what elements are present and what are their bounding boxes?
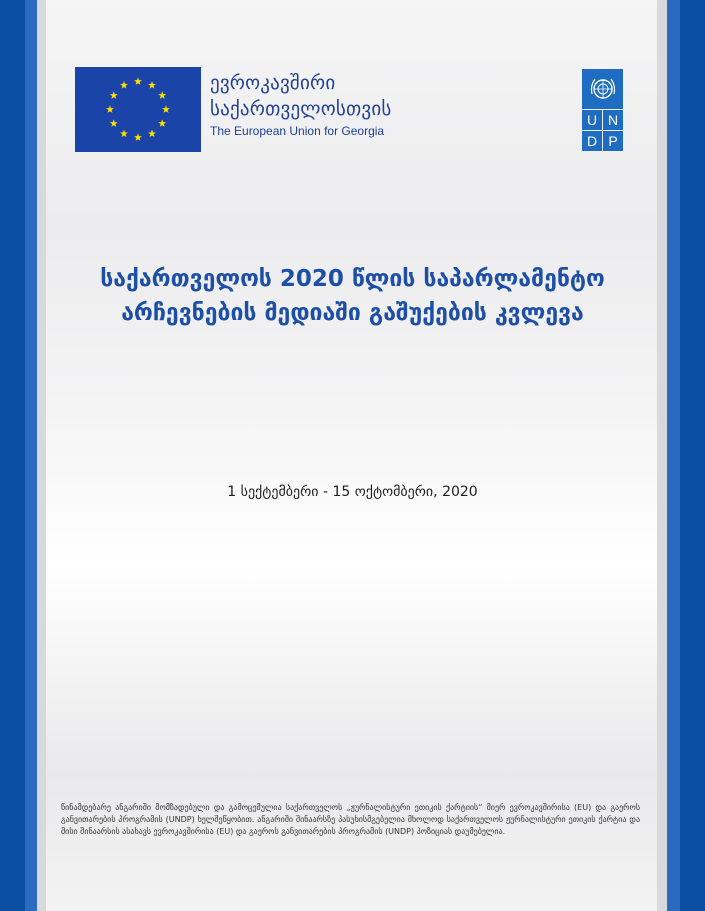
right-inner-stripe <box>667 0 680 911</box>
left-inner-stripe <box>25 0 37 911</box>
left-gray-stripe <box>37 0 46 911</box>
eu-logo-line1: ევროკავშირი <box>210 72 336 94</box>
date-range: 1 სექტემბერი - 15 ოქტომბერი, 2020 <box>227 484 478 500</box>
eu-logo-line3: The European Union for Georgia <box>210 124 385 138</box>
undp-logo <box>582 69 623 151</box>
undp-letter-d: D <box>582 131 602 151</box>
report-title-line2: არჩევნების მედიაში გაშუქების კვლევა <box>121 300 584 326</box>
eu-flag-icon <box>75 67 201 152</box>
eu-logo-text <box>210 70 392 138</box>
eu-logo-line2: საქართველოსთვის <box>210 98 392 120</box>
disclaimer-text: წინამდებარე ანგარიში მომზადებული და გამოცემულია საქართველოს „ჟურნალისტური ეთიკის ქარტიის“ მიერ ევროკავშირისა (EU) და გაეროს განვითარების პროგრამის (UNDP) ხელშეწყობით. ანგარიში შინაარსზე პასუხისმგებელია მხოლოდ საქართველოს ჟურნალისტური ეთიკის ქარტია და მისი შინაარსის ასახავს ევროკავშირისა (EU) და გაეროს განვითარების პროგრამის (UNDP) პოზიციას დაუმებელია. <box>61 803 640 836</box>
undp-letter-p: P <box>603 131 623 151</box>
un-emblem-icon <box>582 69 623 109</box>
right-gray-stripe <box>657 0 667 911</box>
report-title <box>60 262 645 330</box>
undp-letter-u: U <box>582 110 602 130</box>
report-title-line1: საქართველოს 2020 წლის საპარლამენტო <box>100 266 605 292</box>
right-outer-stripe <box>680 0 705 911</box>
left-outer-stripe <box>0 0 25 911</box>
undp-letter-n: N <box>603 110 623 130</box>
